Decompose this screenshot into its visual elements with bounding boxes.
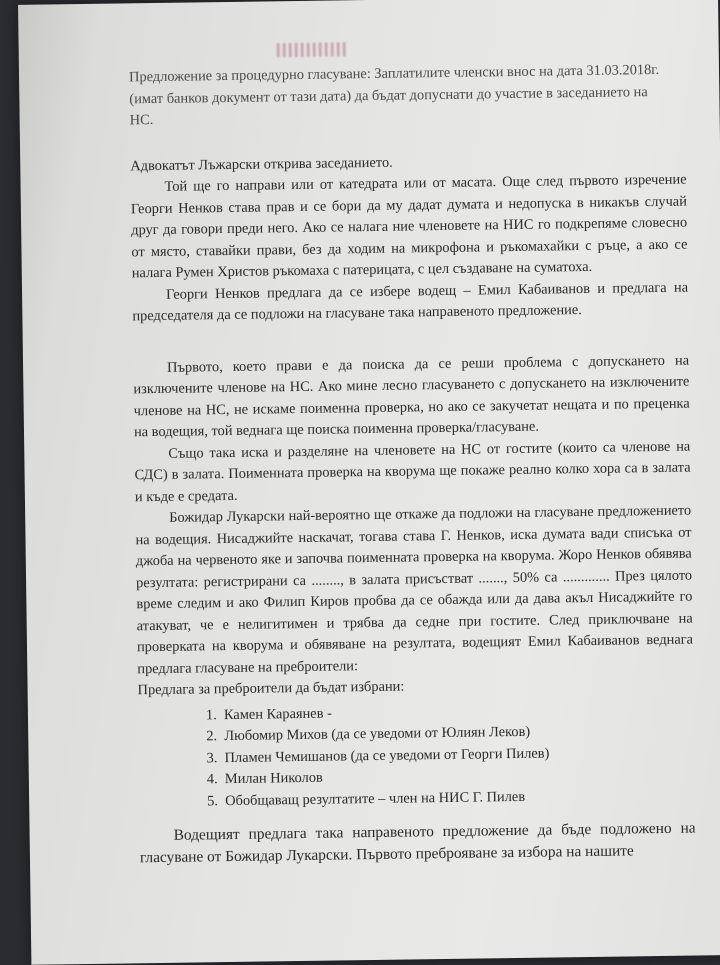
proposal-line-2: (имат банков документ от тази дата) да бъдат допуснати до участие в заседанието на: [129, 83, 648, 107]
proposal-line-3: НС.: [129, 112, 154, 129]
list-item: 5. Обобщаващ резултатите – член на НИС Г. Пилев: [207, 788, 526, 809]
procedural-proposal: [129, 60, 686, 132]
paragraph-3: Първото, което прави е да поиска да се реши проблема с допускането на изключените членове на НС. Ако мине лесно гласуването с допускането на изключените членове на НС, не искаме поименна проверка, но ако се закучетат нещата и по преценка на водещия, той веднага ще поиска поименна проверка/гласуване.: [133, 352, 690, 441]
redacted-scribble: [277, 42, 347, 57]
tellers-list: [138, 698, 695, 813]
paragraph-4: Също така иска и разделяне на членовете на НС от гостите (които са членове на СДС) в залата. Поименната проверка на кворума ще покаже реално колко хора са в залата и къде е средата.: [134, 438, 691, 505]
proposal-line-1: Предложение за процедурно гласуване: Заплатилите членски внос на дата 31.03.2018г.: [128, 61, 660, 86]
paper-sheet: [18, 0, 720, 965]
list-item: 4. Милан Николов: [206, 769, 323, 788]
list-item: 2. Любомир Михов (да се уведоми от Юлиян Леков): [206, 723, 531, 745]
closing-paragraph: Водещият предлага така направеното предложение да бъде подложено на гласуване от Божидар Лукарски. Първото преброяване за избора на нашите: [139, 819, 696, 867]
opening-line: Адвокатът Лъжарски открива заседанието.: [130, 154, 393, 174]
paragraph-2: Георги Ненков предлага да се избере водещ – Емил Кабаиванов и предлага на председателя да се подложи на гласуване така направеното предложение.: [132, 279, 689, 325]
paragraph-5: Божидар Лукарски най-вероятно ще откаже да подложи на гласуване предложението на водещия. Нисаджийте наскачат, тогава става Г. Ненков, иска думата вади списъка от джоба на червеното яке и започва поименната проверка на кворума. Жоро Ненков обявява резултата: регистрирани са ........, в залата присъстват ......., 50% са ............. През цялото време следим и ако Филип Киров пробва да се обажда или да дава акъл Нисаджийте го атакуват, че е нелигитимен и трябва да седне при гостите. След приключване на проверката на кворума и обявяване на резултата, водещият Емил Кабаиванов веднага предлага гласуване на преброители:: [135, 502, 694, 677]
document-body: [129, 60, 696, 870]
paragraph-1: Той ще го направи или от катедрата или от масата. Още след първото изречение Георги Ненков става прав и се бори да му дадат думата и недопуска в никакъв случай друг да говори преди него. Ако се налага ние членовете на НИС го подкрепяме словесно от място, ставайки прави, без да ходим на микрофона и ръкомахайки с ръце, а ако се налага Румен Христов ръкомаха с патерицата, с цел създаване на суматоха.: [130, 171, 688, 282]
tellers-intro: Предлага за преброители да бъдат избрани:: [137, 678, 405, 699]
list-item: 3. Пламен Чемишанов (да се уведоми от Георги Пилев): [206, 745, 550, 766]
list-item: 1. Камен Караянев -: [205, 705, 332, 723]
